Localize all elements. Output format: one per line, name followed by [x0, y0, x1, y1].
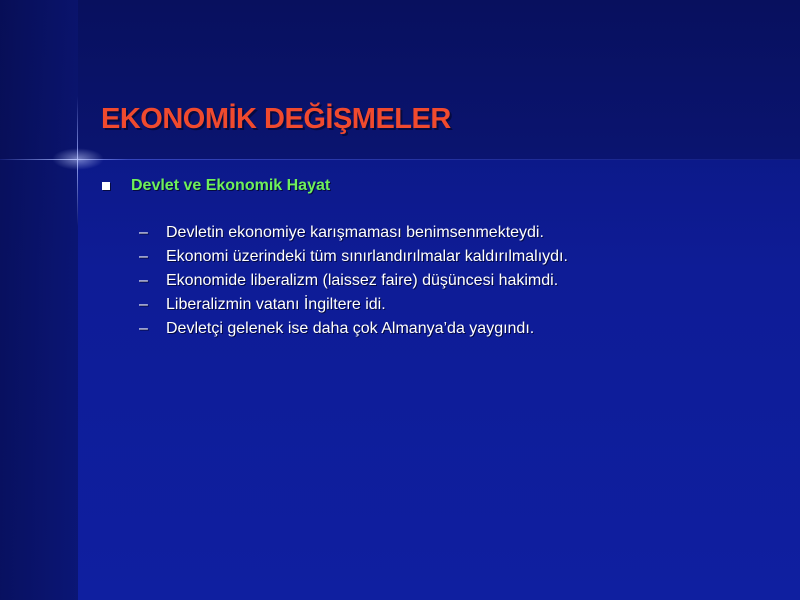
sub-bullet-list	[139, 224, 568, 344]
main-bullet	[102, 177, 330, 195]
dash-bullet-icon: –	[139, 248, 148, 265]
main-bullet-text: Devlet ve Ekonomik Hayat	[131, 177, 331, 194]
horizontal-accent-line	[0, 159, 800, 160]
sub-bullet-item	[139, 272, 568, 296]
left-decoration-strip	[0, 0, 78, 600]
sub-bullet-text: Ekonomide liberalizm (laissez faire) düşüncesi hakimdi.	[166, 272, 559, 289]
sub-bullet-text: Ekonomi üzerindeki tüm sınırlandırılmalar kaldırılmalıydı.	[166, 248, 568, 265]
dash-bullet-icon: –	[139, 320, 148, 337]
sub-bullet-item	[139, 224, 568, 248]
dash-bullet-icon: –	[139, 296, 148, 313]
header-band	[0, 0, 800, 160]
sub-bullet-text: Devletçi gelenek ise daha çok Almanya’da yaygındı.	[166, 320, 535, 337]
crosshair-glow	[52, 148, 104, 170]
square-bullet-icon	[102, 182, 110, 190]
dash-bullet-icon: –	[139, 224, 148, 241]
dash-bullet-icon: –	[139, 272, 148, 289]
sub-bullet-text: Liberalizmin vatanı İngiltere idi.	[166, 296, 386, 313]
sub-bullet-item	[139, 320, 568, 344]
sub-bullet-item	[139, 248, 568, 272]
sub-bullet-item	[139, 296, 568, 320]
slide-title: EKONOMİK DEĞİŞMELER	[101, 103, 451, 135]
sub-bullet-text: Devletin ekonomiye karışmaması benimsenmekteydi.	[166, 224, 544, 241]
